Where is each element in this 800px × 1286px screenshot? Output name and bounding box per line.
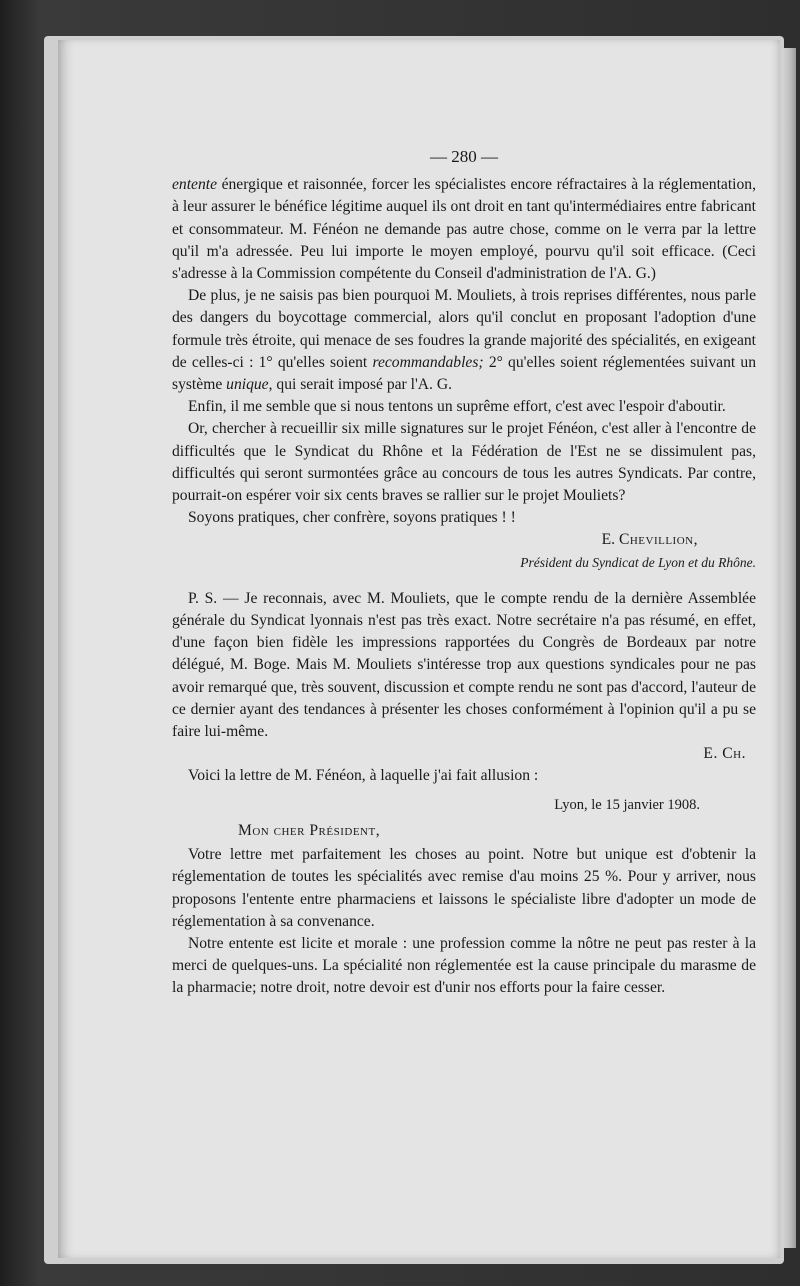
postscript-initials: E. Ch. xyxy=(703,745,746,763)
page-edge xyxy=(782,48,796,1248)
letter-salutation: Mon cher Président, xyxy=(238,821,381,839)
signature-title: Président du Syndicat de Lyon et du Rhône. xyxy=(520,554,756,570)
letter-date: Lyon, le 15 janvier 1908. xyxy=(554,796,700,813)
letter-intro: Voici la lettre de M. Fénéon, à laquelle j'ai fait allusion : xyxy=(188,767,539,785)
italic-recommandables: recommandables; xyxy=(372,353,484,371)
signature-name xyxy=(172,529,756,551)
paragraph-4: Or, chercher à recueillir six mille signatures sur le projet Fénéon, c'est aller à l'encontre de difficultés que le Syndicat du Rhône et la Fédération de l'Est ne se dissimulent pas, difficultés qui seront surmontées grâce au concours de tous les autres Syndicats. Par contre, pourrait-on espérer voir six cents braves se rallier sur le projet Mouliets? xyxy=(172,420,756,505)
paragraph-2-text-b: 2° qu'elles soient réglementées suivant un système xyxy=(172,353,756,394)
paragraph-3: Enfin, il me semble que si nous tentons un suprême effort, c'est avec l'espoir d'aboutir. xyxy=(188,398,726,416)
paragraph-2-text-a: De plus, je ne saisis pas bien pourquoi M. Mouliets, à trois reprises différentes, nous parle des dangers du boycottage commercial, alors qu'il conclut en proposant l'adoption d'une formule très étroite, qui menace de ses foudres la grande majorité des spécialités, en exigeant de celles-ci : 1° qu'elles soient xyxy=(172,287,756,371)
letter-paragraph-2: Notre entente est licite et morale : une profession comme la nôtre ne peut pas rester à la merci de quelques-uns. La spécialité non réglementée est la cause principale du marasme de la pharmacie; notre droit, notre devoir est d'unir nos efforts pour la faire cesser. xyxy=(172,934,756,997)
paragraph-1-text: énergique et raisonnée, forcer les spécialistes encore réfractaires à la réglementation, à leur assurer le bénéfice légitime auquel ils ont droit en tant qu'intermédiaires entre fabricant et consommateur. M. Fénéon ne demande pas autre chose, comme on le verra par la lettre qu'il m'a adressée. Peu lui importe le moyen employé, pourvu qu'il soit efficace. (Ceci s'adresse à la Commission compétente du Conseil d'administration de l'A. G.) xyxy=(172,176,756,283)
page-text xyxy=(172,146,756,1000)
paragraph-1 xyxy=(172,174,756,285)
signature-surname: Chevillion, xyxy=(618,531,698,549)
letter-paragraph-1: Votre lettre met parfaitement les choses au point. Notre but unique est d'obtenir la réglementation de toutes les spécialités avec remise d'au moins 25 %. Pour y arriver, nous proposons l'entente entre pharmaciens et laissons le spécialiste libre d'adopter un mode de réglementation à sa convenance. xyxy=(172,846,756,930)
postscript: P. S. — Je reconnais, avec M. Mouliets, que le compte rendu de la dernière Assemblée générale du Syndicat lyonnais n'est pas très exact. Notre secrétaire n'a pas résumé, en effet, d'une façon bien fidèle les impressions rapportées du Congrès de Bordeaux par notre délégué, M. Boge. Mais M. Mouliets s'intéresse trop aux questions syndicales pour ne pas avoir remarqué que, très souvent, discussion et compte rendu ne sont pas d'accord, l'auteur de ce dernier ayant des tendances à présenter les choses conformément à l'opinion qu'il a pu se faire lui-même. xyxy=(172,589,756,741)
page-number: — 280 — xyxy=(430,147,498,166)
paragraph-2-text-c: , qui serait imposé par l'A. G. xyxy=(268,376,452,394)
italic-unique: unique xyxy=(226,376,269,394)
paragraph-2 xyxy=(172,285,756,396)
italic-word: entente xyxy=(172,176,218,194)
signature-initial: E. xyxy=(601,531,619,549)
paragraph-5: Soyons pratiques, cher confrère, soyons pratiques ! ! xyxy=(188,509,516,527)
